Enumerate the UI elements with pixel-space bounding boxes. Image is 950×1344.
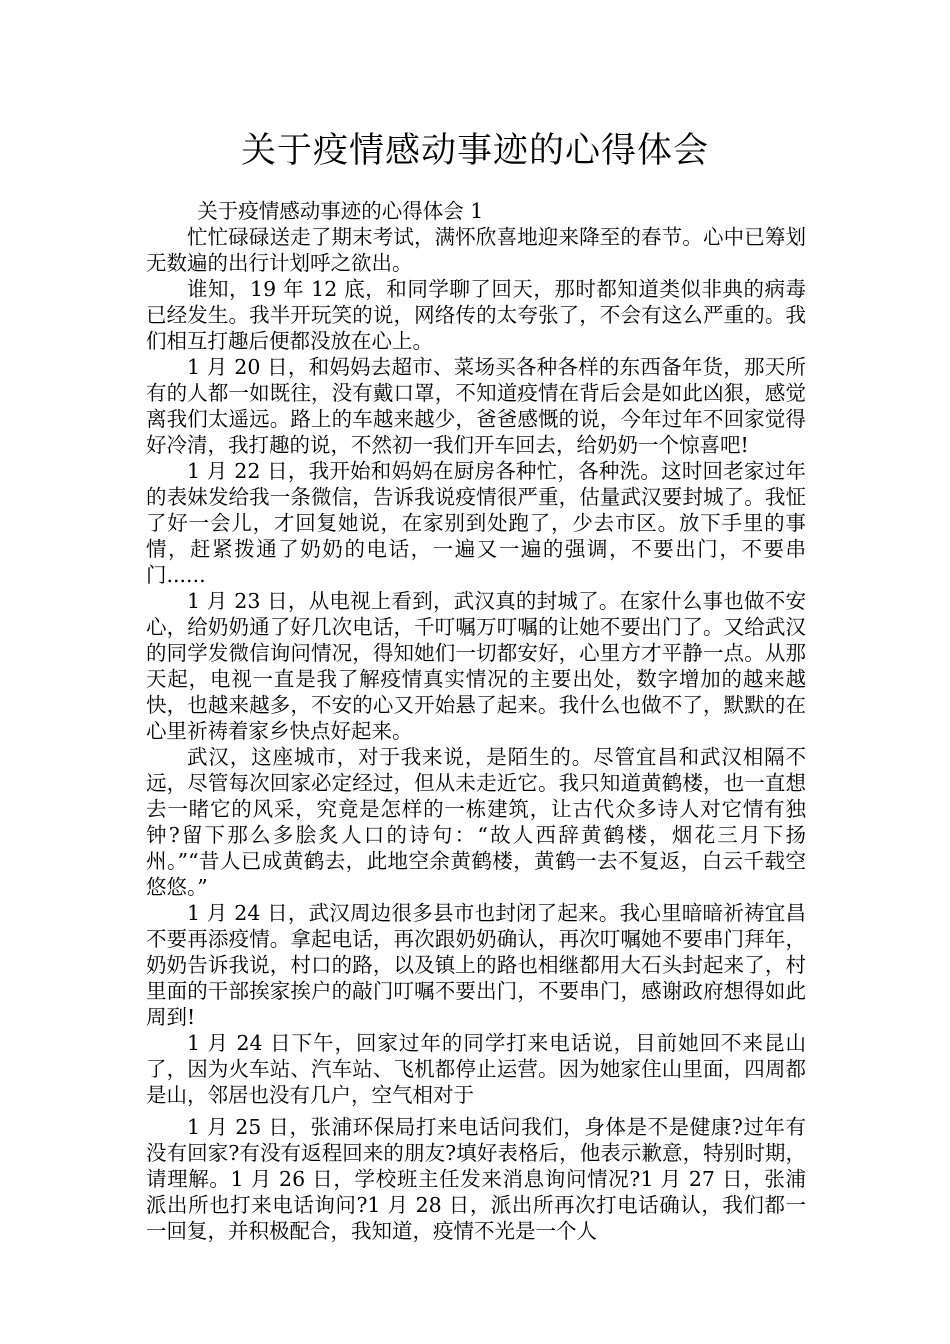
- paragraph-3: 1 月 20 日，和妈妈去超市、菜场买各种各样的东西备年货，那天所有的人都一如既往，没有戴口罩，不知道疫情在背后会是如此凶狠，感觉离我们太遥远。路上的车越来越少，爸爸感慨的说，今年过年不回家觉得好冷清，我打趣的说，不然初一我们开车回去，给奶奶一个惊喜吧!: [146, 355, 806, 457]
- paragraph-7: 1 月 24 日，武汉周边很多县市也封闭了起来。我心里暗暗祈祷宜昌不要再添疫情。拿起电话，再次跟奶奶确认，再次叮嘱她不要串门拜年，奶奶告诉我说，村口的路，以及镇上的路也相继都用大石头封起来了，村里面的干部挨家挨户的敲门叮嘱不要出门，不要串门，感谢政府想得如此周到!: [146, 901, 806, 1029]
- paragraph-2: 谁知，19 年 12 底，和同学聊了回天，那时都知道类似非典的病毒已经发生。我半开玩笑的说，网络传的太夸张了，不会有这么严重的。我们相互打趣后便都没放在心上。: [146, 277, 806, 353]
- paragraph-6: 武汉，这座城市，对于我来说，是陌生的。尽管宜昌和武汉相隔不远，尽管每次回家必定经过，但从未走近它。我只知道黄鹤楼，也一直想去一睹它的风采，究竟是怎样的一栋建筑，让古代众多诗人对它情有独钟?留下那么多脍炙人口的诗句：“故人西辞黄鹤楼，烟花三月下扬州。”“昔人已成黄鹤去，此地空余黄鹤楼，黄鹤一去不复返，白云千载空悠悠。”: [146, 745, 806, 899]
- paragraph-8: 1 月 24 日下午，回家过年的同学打来电话说，目前她回不来昆山了，因为火车站、汽车站、飞机都停止运营。因为她家住山里面，四周都是山，邻居也没有几户，空气相对于: [146, 1031, 806, 1107]
- paragraph-9: 1 月 25 日，张浦环保局打来电话问我们，身体是不是健康?过年有没有回家?有没有返程回来的朋友?填好表格后，他表示歉意，特别时期，请理解。1 月 26 日，学校班主任发来消息询问情况?1 月 27 日，张浦派出所也打来电话询问?1 月 28 日，派出所再次打电话确认，我们都一一回复，并积极配合，我知道，疫情不光是一个人: [146, 1115, 806, 1243]
- paragraph-5: 1 月 23 日，从电视上看到，武汉真的封城了。在家什么事也做不安心，给奶奶通了好几次电话，千叮嘱万叮嘱的让她不要出门了。又给武汉的同学发微信询问情况，得知她们一切都安好，心里方才平静一点。从那天起，电视一直是我了解疫情真实情况的主要出处，数字增加的越来越快，也越来越多，不安的心又开始悬了起来。我什么也做不了，默默的在心里祈祷着家乡快点好起来。: [146, 589, 806, 743]
- paragraph-4: 1 月 22 日，我开始和妈妈在厨房各种忙，各种洗。这时回老家过年的表妹发给我一条微信，告诉我说疫情很严重，估量武汉要封城了。我怔了好一会儿，才回复她说，在家别到处跑了，少去市区。放下手里的事情，赶紧拨通了奶奶的电话，一遍又一遍的强调，不要出门，不要串门......: [146, 459, 806, 587]
- section-heading: 关于疫情感动事迹的心得体会 1: [197, 199, 484, 223]
- paragraph-1: 忙忙碌碌送走了期末考试，满怀欣喜地迎来降至的春节。心中已筹划无数遍的出行计划呼之欲出。: [146, 225, 806, 275]
- document-title: 关于疫情感动事迹的心得体会: [240, 131, 709, 171]
- document-body: [146, 198, 806, 1244]
